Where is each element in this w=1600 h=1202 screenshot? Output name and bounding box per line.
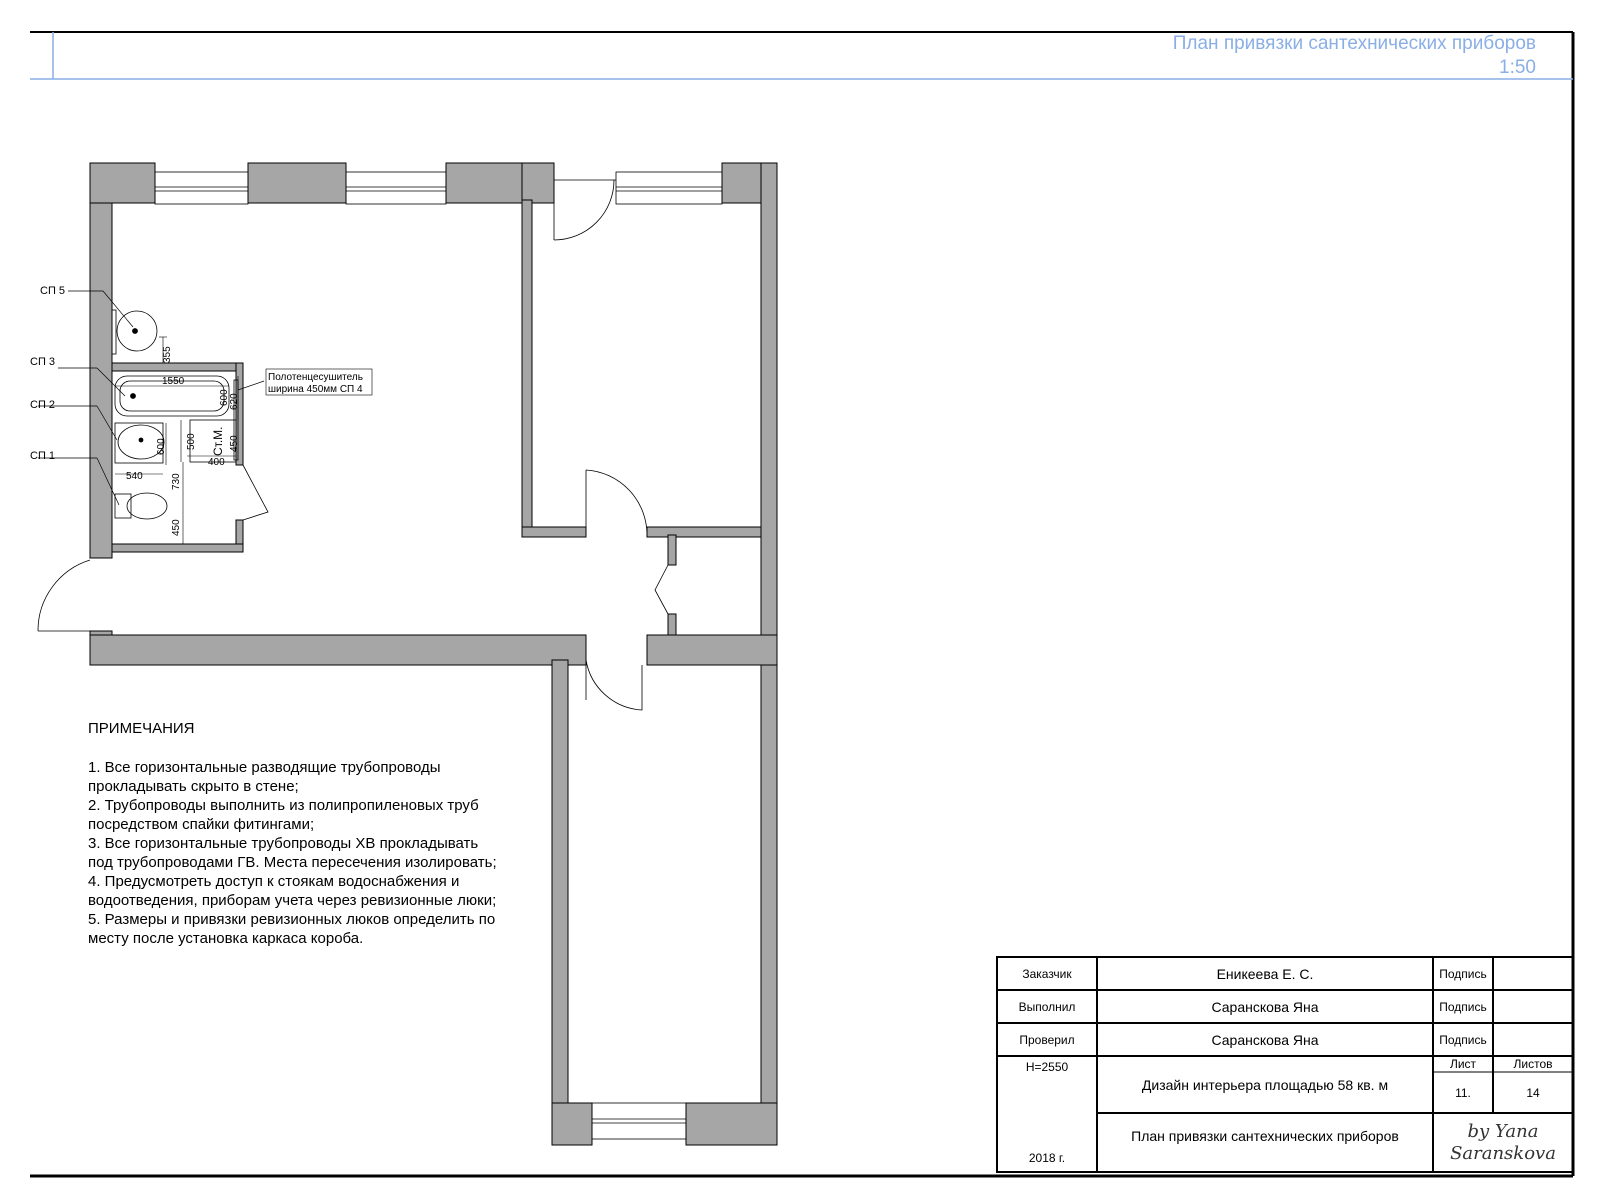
- notes-line: 4. Предусмотреть доступ к стоякам водоснабжения и: [88, 873, 460, 890]
- wall: [668, 535, 676, 565]
- door: [38, 560, 112, 631]
- dim-500: 500: [186, 433, 197, 450]
- notes-line: посредством спайки фитингами;: [88, 816, 315, 833]
- wall: [90, 163, 112, 558]
- window: [155, 172, 248, 204]
- fixture-label-sp5: СП 5: [40, 285, 66, 297]
- author-signature-line2: Saranskova: [1450, 1142, 1556, 1164]
- door: [586, 660, 642, 710]
- washing-machine-label: Ст.М.: [211, 426, 225, 456]
- wall: [686, 1103, 777, 1145]
- dim-450a: 450: [229, 435, 240, 452]
- dim-450b: 450: [171, 519, 182, 536]
- executed-label: Выполнил: [1018, 999, 1076, 1014]
- notes-line: водоотведения, приборам учета через ревизионные люки;: [88, 892, 497, 909]
- door: [655, 565, 668, 614]
- door: [586, 470, 647, 535]
- wall: [112, 544, 243, 552]
- notes-block: [88, 719, 497, 948]
- customer-name: Еникеева Е. С.: [1216, 965, 1314, 982]
- signature-label: Подпись: [1439, 966, 1487, 981]
- sheet-scale: 1:50: [1499, 57, 1536, 78]
- wall: [90, 163, 155, 203]
- notes-line: под трубопроводами ГВ. Места пересечения изолировать;: [88, 854, 497, 871]
- project-name: Дизайн интерьера площадью 58 кв. м: [1141, 1076, 1389, 1093]
- dim-730: 730: [171, 473, 182, 490]
- checked-name: Саранскова Яна: [1211, 1031, 1319, 1048]
- notes-line: 1. Все горизонтальные разводящие трубопроводы: [88, 759, 441, 776]
- wall: [552, 660, 568, 1145]
- wall: [112, 363, 243, 371]
- dim-620: 620: [229, 393, 240, 410]
- floor-plan: [90, 163, 777, 1145]
- wall: [647, 527, 777, 537]
- year: 2018 г.: [1028, 1151, 1066, 1165]
- towel-dryer-note-line2: ширина 450мм СП 4: [268, 384, 363, 395]
- wall: [522, 163, 554, 203]
- fixture-label-sp2: СП 2: [30, 399, 56, 411]
- author-signature: [1433, 1113, 1573, 1172]
- door: [243, 465, 268, 520]
- title-block: [997, 957, 1573, 1172]
- wall: [647, 635, 777, 665]
- checked-label: Проверил: [1019, 1032, 1075, 1047]
- notes-line: 3. Все горизонтальные трубопроводы ХВ прокладывать: [88, 835, 479, 852]
- fixture-label-sp1: СП 1: [30, 450, 56, 462]
- dim-1550: 1550: [162, 376, 185, 387]
- notes-line: прокладывать скрыто в стене;: [88, 778, 299, 795]
- sheet-title: [1173, 32, 1536, 80]
- signature-label: Подпись: [1439, 999, 1487, 1014]
- dim-600b: 600: [156, 438, 167, 455]
- towel-dryer-note-line1: Полотенцесушитель: [268, 372, 363, 383]
- sheet-title-text: План привязки сантехнических приборов: [1172, 33, 1536, 54]
- towel-dryer-note: [266, 369, 372, 395]
- window: [592, 1103, 686, 1139]
- doors: [38, 180, 668, 710]
- wall: [522, 527, 586, 537]
- sheet-number: 11.: [1455, 1085, 1471, 1100]
- sheet-label: Лист: [1449, 1057, 1477, 1071]
- notes-heading: ПРИМЕЧАНИЯ: [88, 720, 195, 737]
- fixture-label-sp3: СП 3: [30, 356, 56, 368]
- drawing-title: План привязки сантехнических приборов: [1131, 1128, 1399, 1144]
- dim-600a: 600: [219, 389, 230, 406]
- notes-line: 5. Размеры и привязки ревизионных люков определить по: [88, 911, 496, 928]
- wall: [90, 635, 586, 665]
- sheets-label: Листов: [1513, 1057, 1553, 1071]
- customer-label: Заказчик: [1022, 966, 1072, 981]
- author-signature-line1: by Yana: [1467, 1120, 1539, 1142]
- room-height: Н=2550: [1025, 1060, 1069, 1074]
- dim-540: 540: [126, 471, 143, 482]
- wall: [522, 200, 532, 535]
- door: [554, 180, 616, 240]
- notes-line: 2. Трубопроводы выполнить из полипропиленовых труб: [88, 797, 479, 814]
- toilet: [127, 493, 167, 519]
- dim-400: 400: [208, 457, 225, 468]
- sheets-total: 14: [1526, 1085, 1540, 1100]
- notes-line: месту после установка каркаса короба.: [88, 930, 364, 947]
- wall: [552, 1103, 592, 1145]
- dim-355: 355: [162, 346, 173, 363]
- executed-name: Саранскова Яна: [1211, 998, 1319, 1015]
- window: [346, 172, 446, 204]
- window: [616, 172, 722, 204]
- wall: [248, 163, 346, 203]
- signature-label: Подпись: [1439, 1032, 1487, 1047]
- plan-labels: [30, 285, 372, 536]
